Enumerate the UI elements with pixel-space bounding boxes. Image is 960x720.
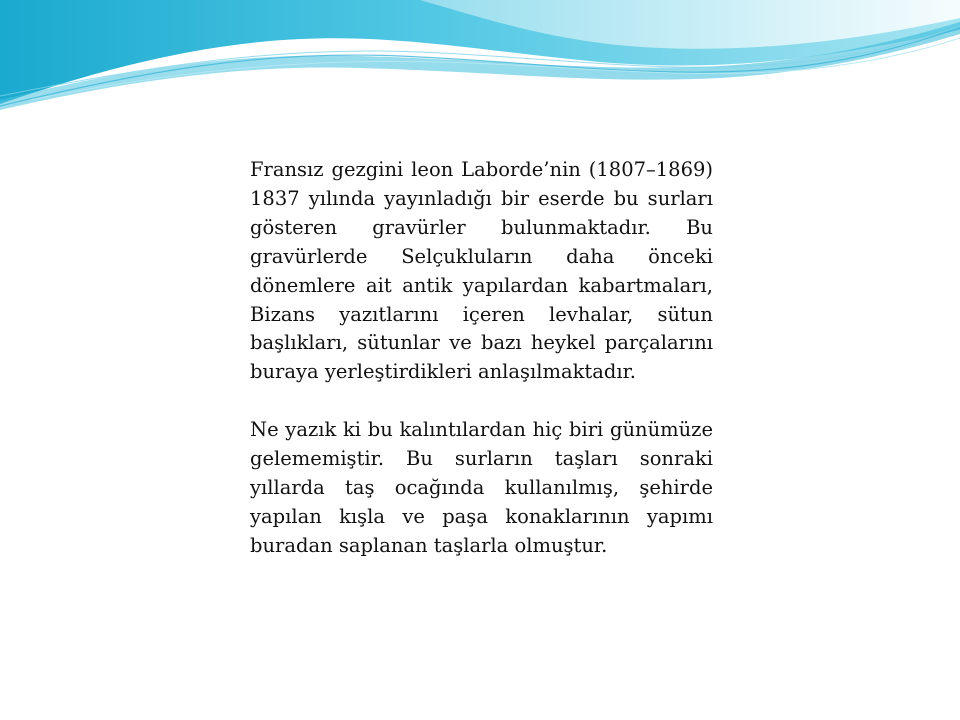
paragraph-2: Ne yazık ki bu kalıntılardan hiç biri günümüze gelememiştir. Bu surların taşları sonraki yıllarda taş ocağında kullanılmış, şehirde yapılan kışla ve paşa konaklarının yapımı buradan saplanan taşlarla olmuştur. (250, 418, 713, 557)
wave-header-decoration (0, 0, 960, 120)
slide-text-body (250, 156, 713, 561)
paragraph-1: Fransız gezgini leon Laborde’nin (1807–1869) 1837 yılında yayınladığı bir eserde bu surları gösteren gravürler bulunmaktadır. Bu gravürlerde Selçukluların daha önceki dönemlere ait antik yapılardan kabartmaları, Bizans yazıtlarını içeren levhalar, sütun başlıkları, sütunlar ve bazı heykel parçalarını buraya yerleştirdikleri anlaşılmaktadır. (250, 158, 713, 384)
